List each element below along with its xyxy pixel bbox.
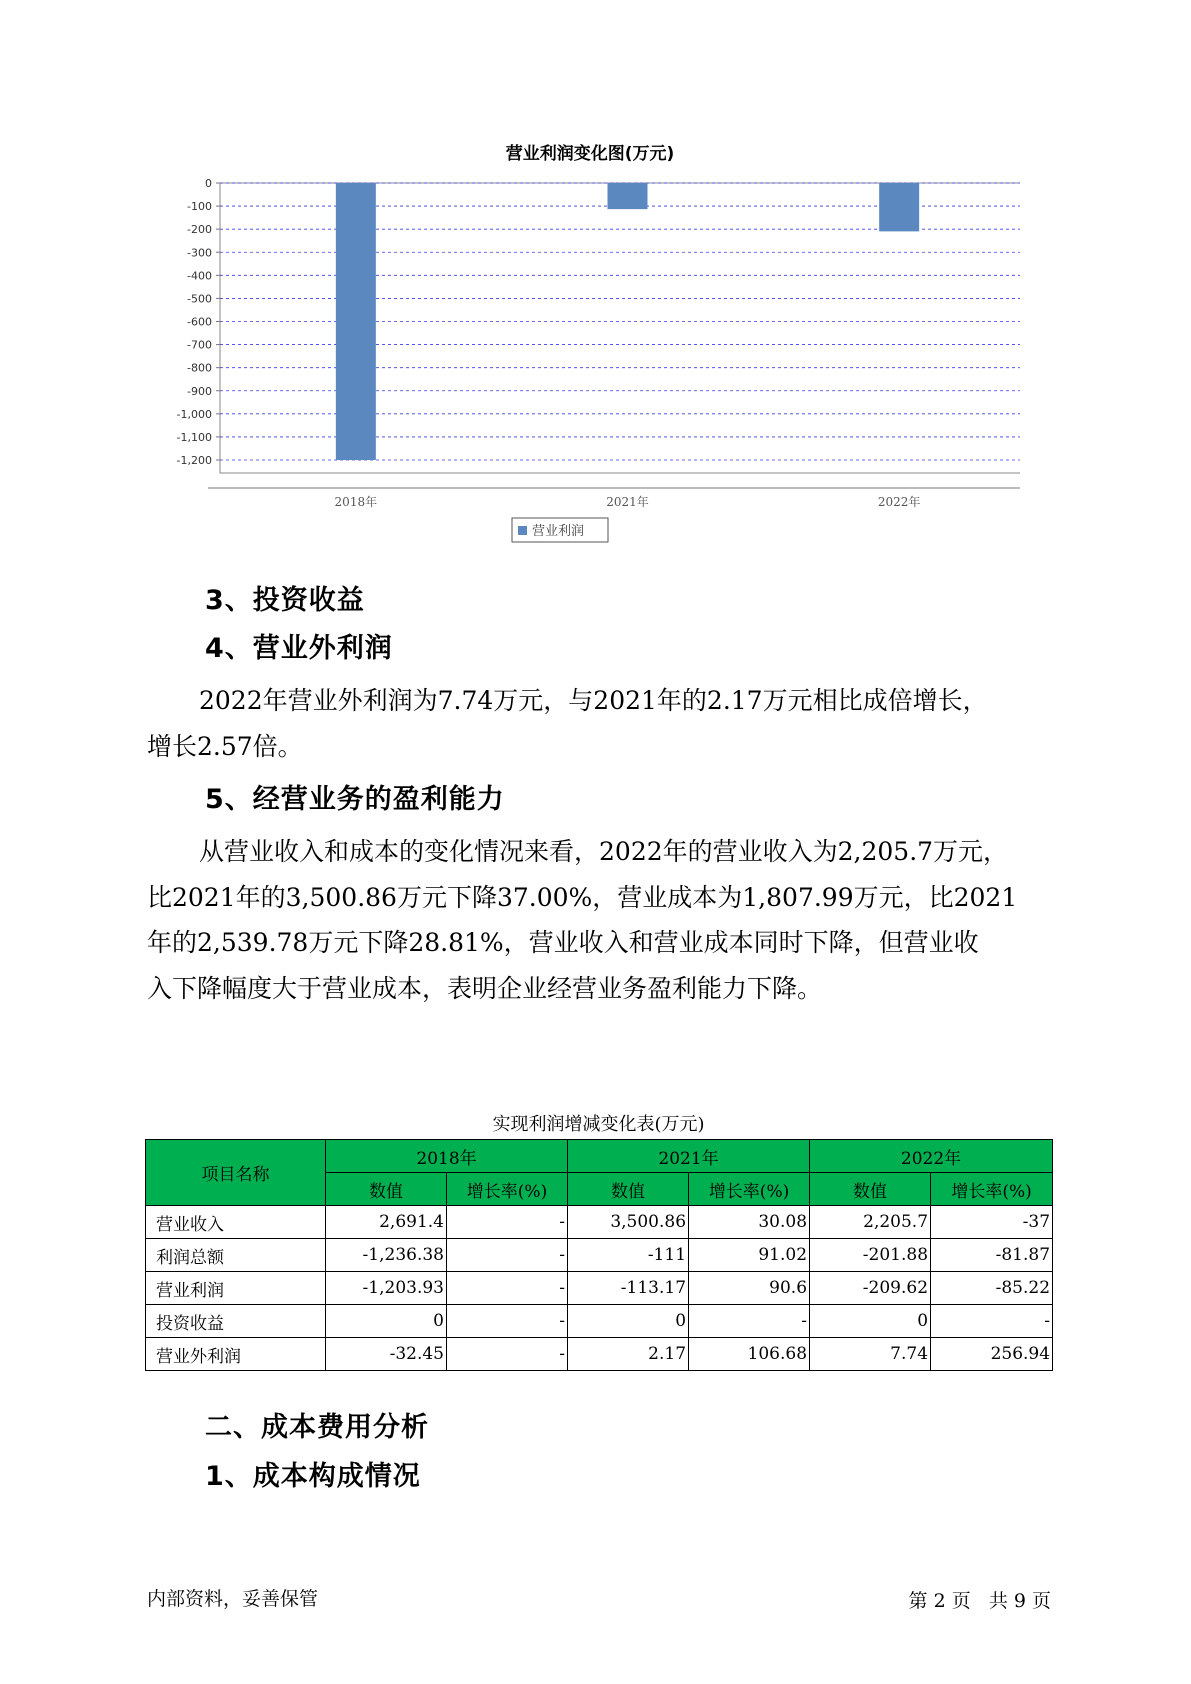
profit-change-table <box>145 1139 1053 1371</box>
table-cell: - <box>931 1305 1053 1338</box>
table-row <box>146 1338 1053 1371</box>
table-cell: 30.08 <box>689 1206 810 1239</box>
table-cell: 7.74 <box>810 1338 931 1371</box>
header-year: 2021年 <box>568 1140 810 1173</box>
bar <box>336 183 376 460</box>
table-cell: - <box>447 1305 568 1338</box>
table-cell: - <box>447 1272 568 1305</box>
table-cell: 2.17 <box>568 1338 689 1371</box>
paragraph-line: 2022年营业外利润为7.74万元，与2021年的2.17万元相比成倍增长， <box>199 686 988 715</box>
heading-non-operating-profit: 4、营业外利润 <box>205 633 393 664</box>
table-cell: 256.94 <box>931 1338 1053 1371</box>
legend-swatch <box>518 526 527 535</box>
table-row <box>146 1272 1053 1305</box>
chart-svg <box>160 135 1020 595</box>
table-cell: 0 <box>568 1305 689 1338</box>
heading-investment-income: 3、投资收益 <box>205 585 365 616</box>
row-name: 营业外利润 <box>146 1338 326 1371</box>
table-caption: 实现利润增减变化表(万元) <box>492 1114 705 1135</box>
chart-title: 营业利润变化图(万元) <box>505 144 675 164</box>
table-row <box>146 1239 1053 1272</box>
y-tick-label: -100 <box>187 200 212 214</box>
x-tick-label: 2021年 <box>606 495 649 509</box>
heading-cost-structure: 1、成本构成情况 <box>205 1461 421 1492</box>
y-tick-label: -900 <box>187 384 212 398</box>
paragraph-line: 年的2,539.78万元下降28.81%，营业收入和营业成本同时下降，但营业收 <box>147 928 979 957</box>
x-tick-label: 2022年 <box>877 495 921 509</box>
header-item-name: 项目名称 <box>146 1140 326 1206</box>
paragraph-non-operating-profit <box>147 678 1077 769</box>
table-cell: 90.6 <box>689 1272 810 1305</box>
table-row <box>146 1305 1053 1338</box>
header-year: 2018年 <box>326 1140 568 1173</box>
x-tick-label: 2018年 <box>334 495 378 509</box>
table-cell: - <box>447 1206 568 1239</box>
table-cell: - <box>447 1239 568 1272</box>
table-cell: - <box>447 1338 568 1371</box>
y-tick-label: -400 <box>187 269 212 283</box>
table-cell: -111 <box>568 1239 689 1272</box>
table-cell: -1,203.93 <box>326 1272 447 1305</box>
y-tick-label: -200 <box>187 223 212 237</box>
operating-profit-chart <box>160 135 1020 595</box>
row-name: 营业收入 <box>146 1206 326 1239</box>
footer-page-number: 第 2 页 共 9 页 <box>908 1590 1051 1612</box>
y-tick-label: -300 <box>187 246 212 260</box>
table-cell: 0 <box>810 1305 931 1338</box>
y-tick-label: -1,200 <box>176 454 212 467</box>
table-cell: - <box>689 1305 810 1338</box>
heading-profitability: 5、经营业务的盈利能力 <box>205 784 505 815</box>
table-cell: -209.62 <box>810 1272 931 1305</box>
row-name: 营业利润 <box>146 1272 326 1305</box>
paragraph-line: 增长2.57倍。 <box>147 731 303 761</box>
header-year: 2022年 <box>810 1140 1053 1173</box>
table-cell: 3,500.86 <box>568 1206 689 1239</box>
legend-label: 营业利润 <box>532 524 585 539</box>
table-cell: 2,691.4 <box>326 1206 447 1239</box>
header-rate: 增长率(%) <box>931 1173 1053 1206</box>
paragraph-line: 入下降幅度大于营业成本，表明企业经营业务盈利能力下降。 <box>147 973 823 1003</box>
paragraph-profitability <box>147 829 1077 1011</box>
table-cell: -37 <box>931 1206 1053 1239</box>
table-cell: 2,205.7 <box>810 1206 931 1239</box>
table-cell: -85.22 <box>931 1272 1053 1305</box>
table-cell: 0 <box>326 1305 447 1338</box>
table-cell: -81.87 <box>931 1239 1053 1272</box>
bar <box>608 183 648 209</box>
table-cell: 106.68 <box>689 1338 810 1371</box>
table-cell: -113.17 <box>568 1272 689 1305</box>
paragraph-line: 从营业收入和成本的变化情况来看，2022年的营业收入为2,205.7万元， <box>199 837 1009 866</box>
y-tick-label: -1,000 <box>176 407 212 421</box>
y-tick-label: -1,100 <box>176 430 212 444</box>
header-rate: 增长率(%) <box>447 1173 568 1206</box>
header-value: 数值 <box>326 1173 447 1206</box>
bar <box>879 183 919 231</box>
table-cell: -201.88 <box>810 1239 931 1272</box>
y-tick-label: -700 <box>187 338 212 352</box>
y-tick-label: 0 <box>205 177 212 190</box>
y-tick-label: -500 <box>187 292 212 306</box>
heading-cost-analysis: 二、成本费用分析 <box>205 1412 429 1443</box>
table-row <box>146 1206 1053 1239</box>
table-cell: -1,236.38 <box>326 1239 447 1272</box>
y-tick-label: -600 <box>187 315 212 329</box>
row-name: 利润总额 <box>146 1239 326 1272</box>
footer-confidential-note: 内部资料，妥善保管 <box>147 1588 319 1610</box>
row-name: 投资收益 <box>146 1305 326 1338</box>
table-cell: -32.45 <box>326 1338 447 1371</box>
header-value: 数值 <box>810 1173 931 1206</box>
paragraph-line: 比2021年的3,500.86万元下降37.00%，营业成本为1,807.99万元，比2021 <box>147 882 1018 912</box>
header-rate: 增长率(%) <box>689 1173 810 1206</box>
header-value: 数值 <box>568 1173 689 1206</box>
y-tick-label: -800 <box>187 361 212 375</box>
table-cell: 91.02 <box>689 1239 810 1272</box>
